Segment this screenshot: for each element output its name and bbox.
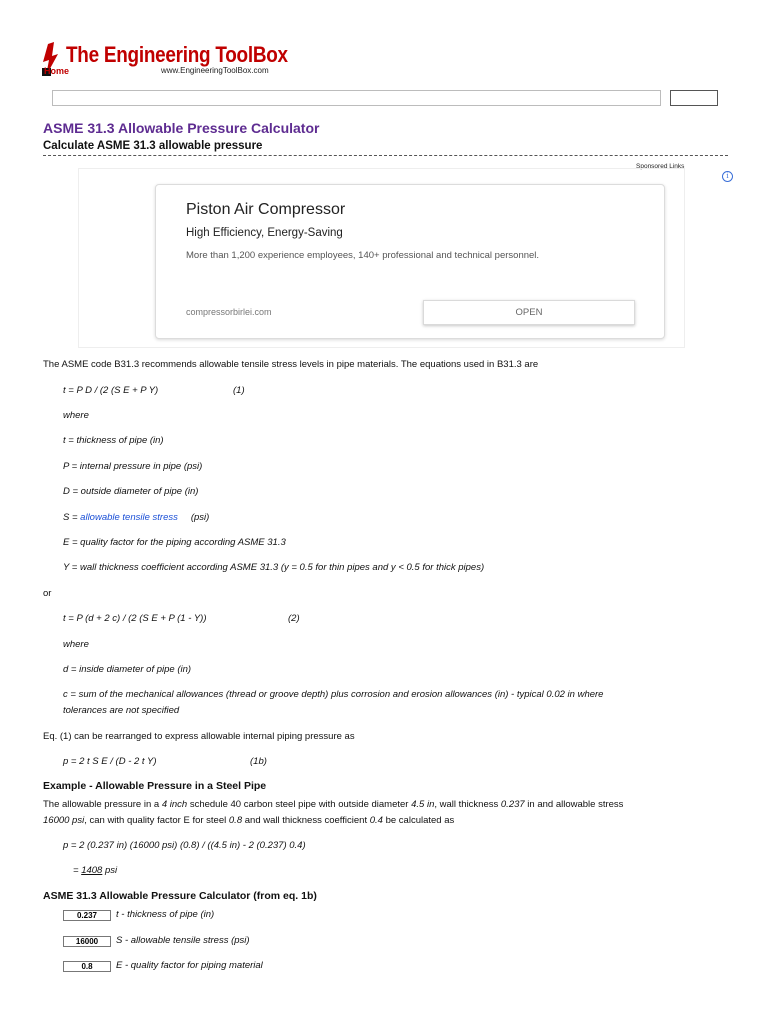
search-input[interactable]: [52, 90, 661, 106]
definition-c-line2: tolerances are not specified: [63, 705, 180, 716]
allowable-tensile-stress-link[interactable]: allowable tensile stress: [80, 512, 178, 523]
where-label-2: where: [63, 639, 89, 650]
equation-1b-number: (1b): [250, 756, 267, 767]
example-line-1: [43, 799, 623, 810]
quality-factor-label: E - quality factor for piping material: [116, 960, 263, 971]
search-button[interactable]: [670, 90, 718, 106]
example-text: and wall thickness coefficient: [242, 815, 370, 826]
example-value: 4.5 in: [411, 799, 435, 810]
example-result: [73, 865, 117, 876]
equation-1b: p = 2 t S E / (D - 2 t Y): [63, 756, 157, 767]
example-text: The allowable pressure in a: [43, 799, 162, 810]
example-value: 16000 psi: [43, 815, 85, 826]
definition-t: t = thickness of pipe (in): [63, 435, 164, 446]
thickness-label: t - thickness of pipe (in): [116, 909, 215, 920]
equation-2: t = P (d + 2 c) / (2 (S E + P (1 - Y)): [63, 613, 207, 624]
example-text: in and allowable stress: [524, 799, 624, 810]
calculator-heading: ASME 31.3 Allowable Pressure Calculator (from eq. 1b): [43, 890, 317, 902]
site-brand[interactable]: The Engineering ToolBox: [66, 42, 288, 67]
page-subtitle: Calculate ASME 31.3 allowable pressure: [43, 140, 263, 152]
where-label: where: [63, 410, 89, 421]
quality-factor-input[interactable]: [63, 961, 111, 972]
ad-domain: compressorbirlei.com: [186, 307, 272, 317]
home-link[interactable]: Home: [44, 66, 70, 76]
example-value: 4 inch: [161, 799, 188, 810]
definition-Y: Y = wall thickness coefficient according ASME 31.3 (y = 0.5 for thin pipes and y < 0.5 for thick pipes): [63, 562, 485, 573]
example-heading-rest: - Allowable Pressure in a Steel Pipe: [86, 780, 267, 792]
definition-E: E = quality factor for the piping according ASME 31.3: [63, 537, 286, 548]
stress-input[interactable]: [63, 936, 111, 947]
ad-info-icon[interactable]: i: [722, 171, 733, 182]
site-url: www.EngineeringToolBox.com: [161, 66, 269, 75]
example-text: , wall thickness: [434, 799, 501, 810]
example-heading-prefix: Example: [43, 780, 87, 792]
example-line-2: [43, 815, 454, 826]
example-calculation: p = 2 (0.237 in) (16000 psi) (0.8) / ((4.5 in) - 2 (0.237) 0.4): [63, 840, 306, 851]
example-value: 0.4: [369, 815, 383, 826]
equation-1: t = P D / (2 (S E + P Y): [63, 385, 159, 396]
example-text: , can with quality factor E for steel: [84, 815, 229, 826]
definition-S-unit: (psi): [190, 512, 210, 523]
result-unit: psi: [102, 865, 118, 876]
intro-text: The ASME code B31.3 recommends allowable tensile stress levels in pipe materials. The equations used in B31.3 are: [43, 359, 539, 370]
definition-P: P = internal pressure in pipe (psi): [63, 461, 203, 472]
sponsored-label: Sponsored Links: [636, 163, 685, 170]
example-text: schedule 40 carbon steel pipe with outside diameter: [187, 799, 412, 810]
definition-D: D = outside diameter of pipe (in): [63, 486, 199, 497]
example-value: 0.237: [500, 799, 525, 810]
ad-tagline: High Efficiency, Energy-Saving: [186, 227, 343, 239]
ad-title[interactable]: Piston Air Compressor: [186, 201, 346, 218]
equation-1-number: (1): [233, 385, 245, 396]
result-value: 1408: [81, 865, 103, 876]
definition-d: d = inside diameter of pipe (in): [63, 664, 192, 675]
example-value: 0.8: [228, 815, 243, 826]
definition-c-line1: c = sum of the mechanical allowances (thread or groove depth) plus corrosion and erosion allowances (in) - typical 0.02 in where: [63, 689, 604, 700]
page-title: ASME 31.3 Allowable Pressure Calculator: [43, 120, 320, 136]
thickness-input[interactable]: [63, 910, 111, 921]
rearranged-text: Eq. (1) can be rearranged to express allowable internal piping pressure as: [43, 731, 355, 742]
ad-open-button[interactable]: OPEN: [423, 300, 635, 325]
stress-label: S - allowable tensile stress (psi): [116, 935, 250, 946]
equation-2-number: (2): [288, 613, 300, 624]
definition-S: [63, 512, 209, 523]
example-heading: [43, 780, 266, 792]
definition-S-prefix: S =: [63, 512, 81, 523]
or-text: or: [43, 588, 52, 599]
result-prefix: =: [73, 865, 82, 876]
ad-description: More than 1,200 experience employees, 140+ professional and technical personnel.: [186, 250, 540, 261]
example-text: be calculated as: [382, 815, 455, 826]
header-divider: [43, 155, 728, 156]
